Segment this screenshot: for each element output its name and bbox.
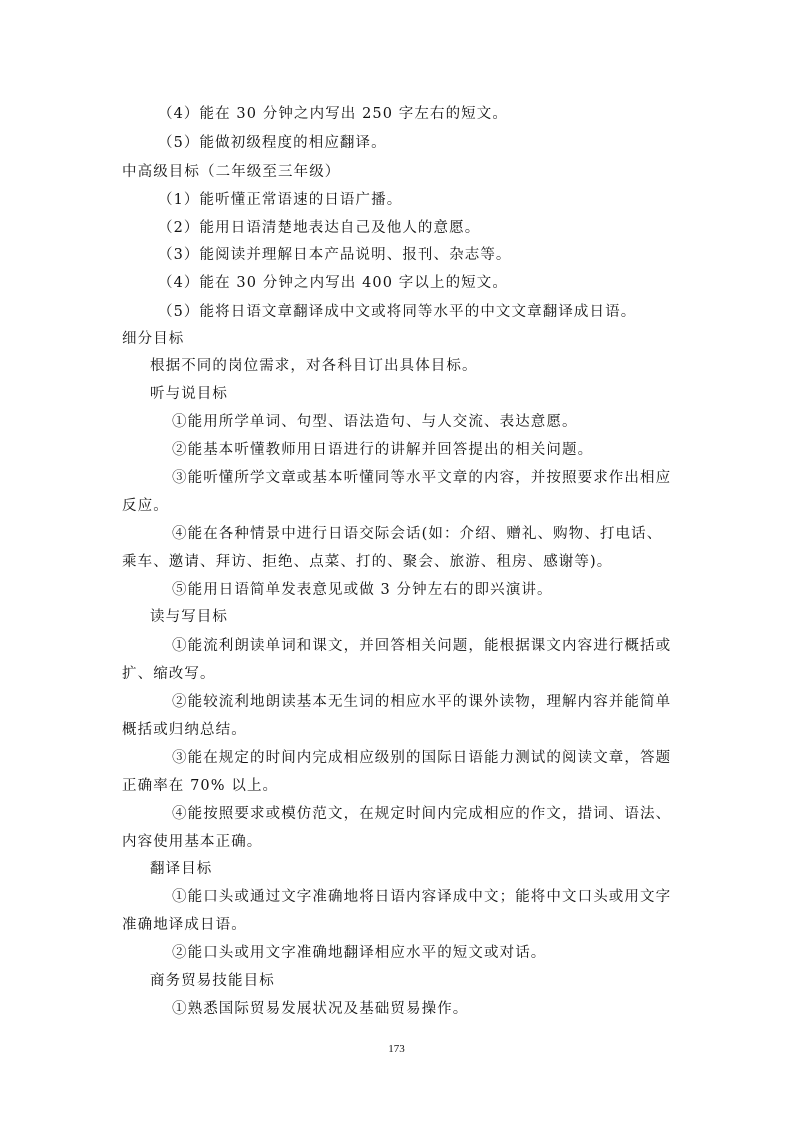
section-heading: 商务贸易技能目标 <box>150 973 275 989</box>
text-line: （5）能做初级程度的相应翻译。 <box>158 135 387 151</box>
text-line: （2）能用日语清楚地表达自己及他人的意愿。 <box>158 220 481 236</box>
section-heading: 翻译目标 <box>150 861 213 877</box>
text-line: 乘车、邀请、拜访、拒绝、点菜、打的、聚会、旅游、租房、感谢等)。 <box>122 554 613 570</box>
text-line: （5）能将日语文章翻译成中文或将同等水平的中文文章翻译成日语。 <box>158 304 637 320</box>
section-heading: 听与说目标 <box>150 386 228 402</box>
text-line: （1）能听懂正常语速的日语广播。 <box>158 192 403 208</box>
page-number: 173 <box>388 1043 405 1055</box>
text-line: ⑤能用日语简单发表意见或做 3 分钟左右的即兴演讲。 <box>172 582 553 598</box>
text-line: 反应。 <box>122 498 169 514</box>
text-line: ③能在规定的时间内完成相应级别的国际日语能力测试的阅读文章，答题 <box>172 750 672 766</box>
text-line: ①能口头或通过文字准确地将日语内容译成中文；能将中文口头或用文字 <box>172 889 672 905</box>
text-line: 扩、缩改写。 <box>122 666 216 682</box>
text-line: 概括或归纳总结。 <box>122 722 247 738</box>
section-heading: 中高级目标（二年级至三年级） <box>122 164 341 180</box>
text-line: ③能听懂所学文章或基本听懂同等水平文章的内容，并按照要求作出相应 <box>172 470 672 486</box>
text-line: （4）能在 30 分钟之内写出 400 字以上的短文。 <box>158 275 508 291</box>
text-line: （4）能在 30 分钟之内写出 250 字左右的短文。 <box>158 106 508 122</box>
text-line: ①能流利朗读单词和课文，并回答相关问题，能根据课文内容进行概括或 <box>172 638 672 654</box>
text-line: 内容使用基本正确。 <box>122 834 263 850</box>
text-line: ④能按照要求或模仿范文，在规定时间内完成相应的作文，措词、语法、 <box>172 806 672 822</box>
section-heading: 读与写目标 <box>150 609 228 625</box>
text-line: 根据不同的岗位需求，对各科目订出具体目标。 <box>150 358 478 374</box>
text-line: 准确地译成日语。 <box>122 917 247 933</box>
text-line: ②能较流利地朗读基本无生词的相应水平的课外读物，理解内容并能简单 <box>172 694 672 710</box>
text-line: ①熟悉国际贸易发展状况及基础贸易操作。 <box>172 1001 469 1017</box>
section-heading: 细分目标 <box>122 331 185 347</box>
text-line: ②能口头或用文字准确地翻译相应水平的短文或对话。 <box>172 945 547 961</box>
text-line: （3）能阅读并理解日本产品说明、报刊、杂志等。 <box>158 247 512 263</box>
text-line: 正确率在 70% 以上。 <box>122 778 279 794</box>
text-line: ①能用所学单词、句型、语法造句、与人交流、表达意愿。 <box>172 414 578 430</box>
text-line: ②能基本听懂教师用日语进行的讲解并回答提出的相关问题。 <box>172 442 594 458</box>
text-line: ④能在各种情景中进行日语交际会话(如：介绍、赠礼、购物、打电话、 <box>172 526 663 542</box>
